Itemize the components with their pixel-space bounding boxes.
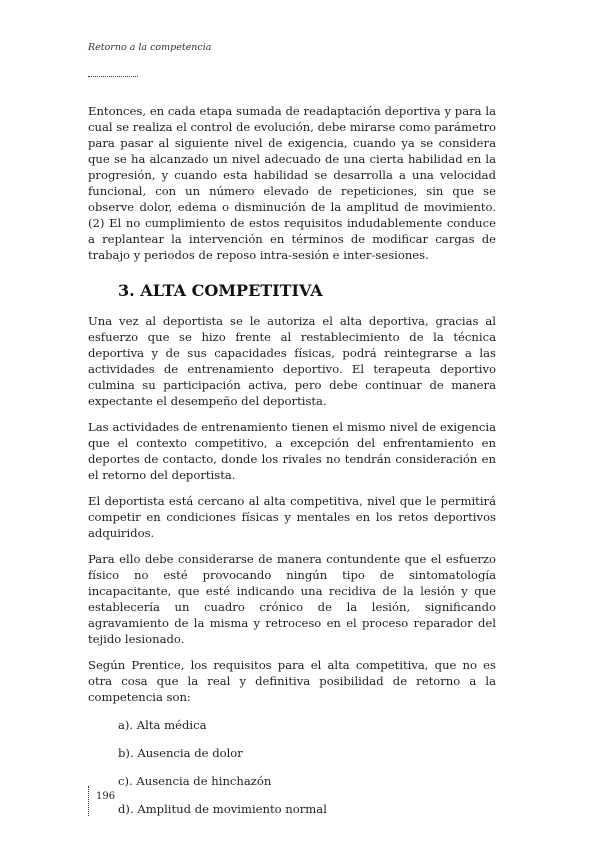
intro-paragraph: Entonces, en cada etapa sumada de readaptación deportiva y para la cual se realiza el control de evolución, debe mirarse como parámetro para pasar al siguiente nivel de exigencia, cuando ya se considera que se ha alcanzado un nivel adecuado de una cierta habilidad en la progresión, y cuando esta habilidad se desarrolla a una velocidad funcional, con un número elevado de repeticiones, sin que se observe dolor, edema o disminución de la amplitud de movimiento. (2) El no cumplimiento de estos requisitos indudablemente conduce a replantear la intervención en términos de modificar cargas de trabajo y periodos de reposo intra-sesión e inter-sesiones. [88, 104, 496, 262]
section-paragraph-1: Una vez al deportista se le autoriza el alta deportiva, gracias al esfuerzo que se hizo frente al restablecimiento de la técnica deportiva y de sus capacidades físicas, podrá reintegrarse a las actividades de entrenamiento deportivo. El terapeuta deportivo culmina su participación activa, pero debe continuar de manera expectante el desempeño del deportista. [88, 314, 496, 408]
page-number: 196 [96, 791, 116, 802]
section-paragraph-3: El deportista está cercano al alta competitiva, nivel que le permitirá competir en condiciones físicas y mentales en los retos deportivos adquiridos. [88, 494, 496, 540]
list-item: d). Amplitud de movimiento normal [118, 802, 327, 816]
list-item: a). Alta médica [118, 718, 207, 732]
header-divider [88, 76, 138, 77]
section-paragraph-5: Según Prentice, los requisitos para el alta competitiva, que no es otra cosa que la real y definitiva posibilidad de retorno a la competencia son: [88, 658, 496, 704]
list-item: b). Ausencia de dolor [118, 746, 243, 760]
list-item: c). Ausencia de hinchazón [118, 774, 272, 788]
footer-divider [88, 786, 89, 816]
requirements-list [118, 717, 496, 817]
running-header: Retorno a la competencia [88, 42, 212, 53]
section-heading: 3. ALTA COMPETITIVA [118, 281, 323, 300]
section-paragraph-4: Para ello debe considerarse de manera contundente que el esfuerzo físico no esté provocando ningún tipo de sintomatología incapacitante, que esté indicando una recidiva de la lesión y que establecería un cuadro crónico de la lesión, significando agravamiento de la misma y retroceso en el proceso reparador del tejido lesionado. [88, 552, 496, 646]
page-body [88, 103, 496, 829]
section-paragraph-2: Las actividades de entrenamiento tienen el mismo nivel de exigencia que el contexto competitivo, a excepción del enfrentamiento en deportes de contacto, donde los rivales no tendrán consideración en el retorno del deportista. [88, 420, 496, 482]
